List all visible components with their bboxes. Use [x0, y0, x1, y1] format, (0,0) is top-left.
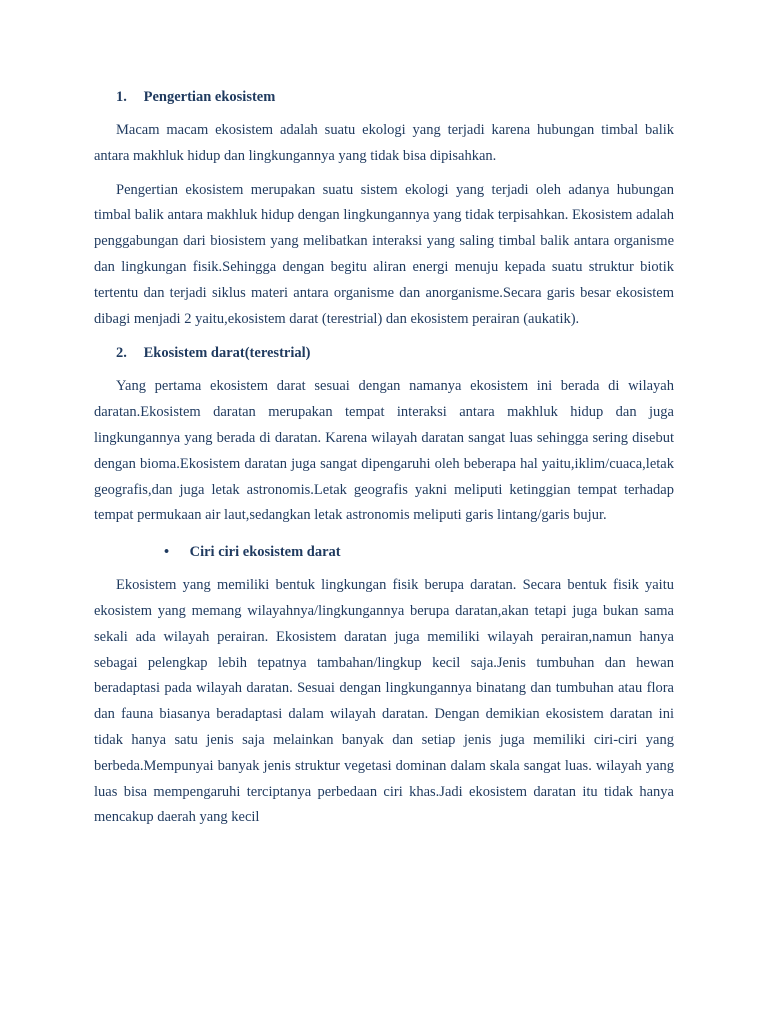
section-heading-2: [94, 340, 674, 366]
bullet-title: Ciri ciri ekosistem darat: [189, 544, 341, 561]
bullet-heading: [94, 539, 674, 565]
paragraph: Macam macam ekosistem adalah suatu ekologi yang terjadi karena hubungan timbal balik antara makhluk hidup dan lingkungannya yang tidak bisa dipisahkan.: [94, 122, 674, 164]
section-number: 2.: [116, 345, 127, 362]
bullet-icon: •: [164, 544, 170, 561]
paragraph: Pengertian ekosistem merupakan suatu sistem ekologi yang terjadi oleh adanya hubungan timbal balik antara makhluk hidup dengan lingkungannya yang tidak terpisahkan. Ekosistem adalah penggabungan dari biosistem yang melibatkan interaksi yang saling timbal balik antara organisme dan lingkungan fisik.Sehingga dengan begitu aliran energi menuju kepada suatu struktur biotik tertentu dan terjadi siklus materi antara organisme dan anorganisme.Secara garis besar ekosistem dibagi menjadi 2 yaitu,ekosistem darat (terestrial) dan ekosistem perairan (aukatik).: [94, 181, 674, 327]
section-title: Ekosistem darat(terestrial): [143, 345, 311, 362]
section-heading-1: [94, 84, 674, 110]
section-number: 1.: [116, 89, 127, 105]
paragraph: Ekosistem yang memiliki bentuk lingkungan fisik berupa daratan. Secara bentuk fisik yaitu ekosistem yang memang wilayahnya/lingkungannya berupa daratan,akan tetapi juga bukan sama sekali ada wilayah perairan. Ekosistem daratan juga memiliki wilayah perairan,namun hanya sebagai pelengkap lebih tepatnya tambahan/lingkup kecil saja.Jenis tumbuhan dan hewan beradaptasi pada wilayah daratan. Sesuai dengan lingkungannya binatang dan tumbuhan atau flora dan fauna biasanya beradaptasi dalam wilayah daratan. Dengan demikian ekosistem daratan ini tidak hanya satu jenis saja melainkan banyak dan setiap jenis juga memiliki ciri-ciri yang berbeda.Mempunyai banyak jenis struktur vegetasi dominan dalam skala sangat luas. wilayah yang luas bisa mempengaruhi terciptanya perbedaan ciri khas.Jadi ekosistem daratan itu tidak hanya mencakup daerah yang kecil: [94, 577, 674, 826]
section-title: Pengertian ekosistem: [143, 89, 276, 105]
paragraph: Yang pertama ekosistem darat sesuai dengan namanya ekosistem ini berada di wilayah daratan.Ekosistem daratan merupakan tempat interaksi antara makhluk hidup dan juga lingkungannya yang berada di daratan. Karena wilayah daratan sangat luas sehingga sering disebut dengan bioma.Ekosistem daratan juga sangat dipengaruhi oleh beberapa hal yaitu,iklim/cuaca,letak geografis,dan juga letak astronomis.Letak geografis yakni meliputi ketinggian tempat terhadap tempat permukaan air laut,sedangkan letak astronomis meliputi garis lintang/garis bujur.: [94, 378, 674, 524]
